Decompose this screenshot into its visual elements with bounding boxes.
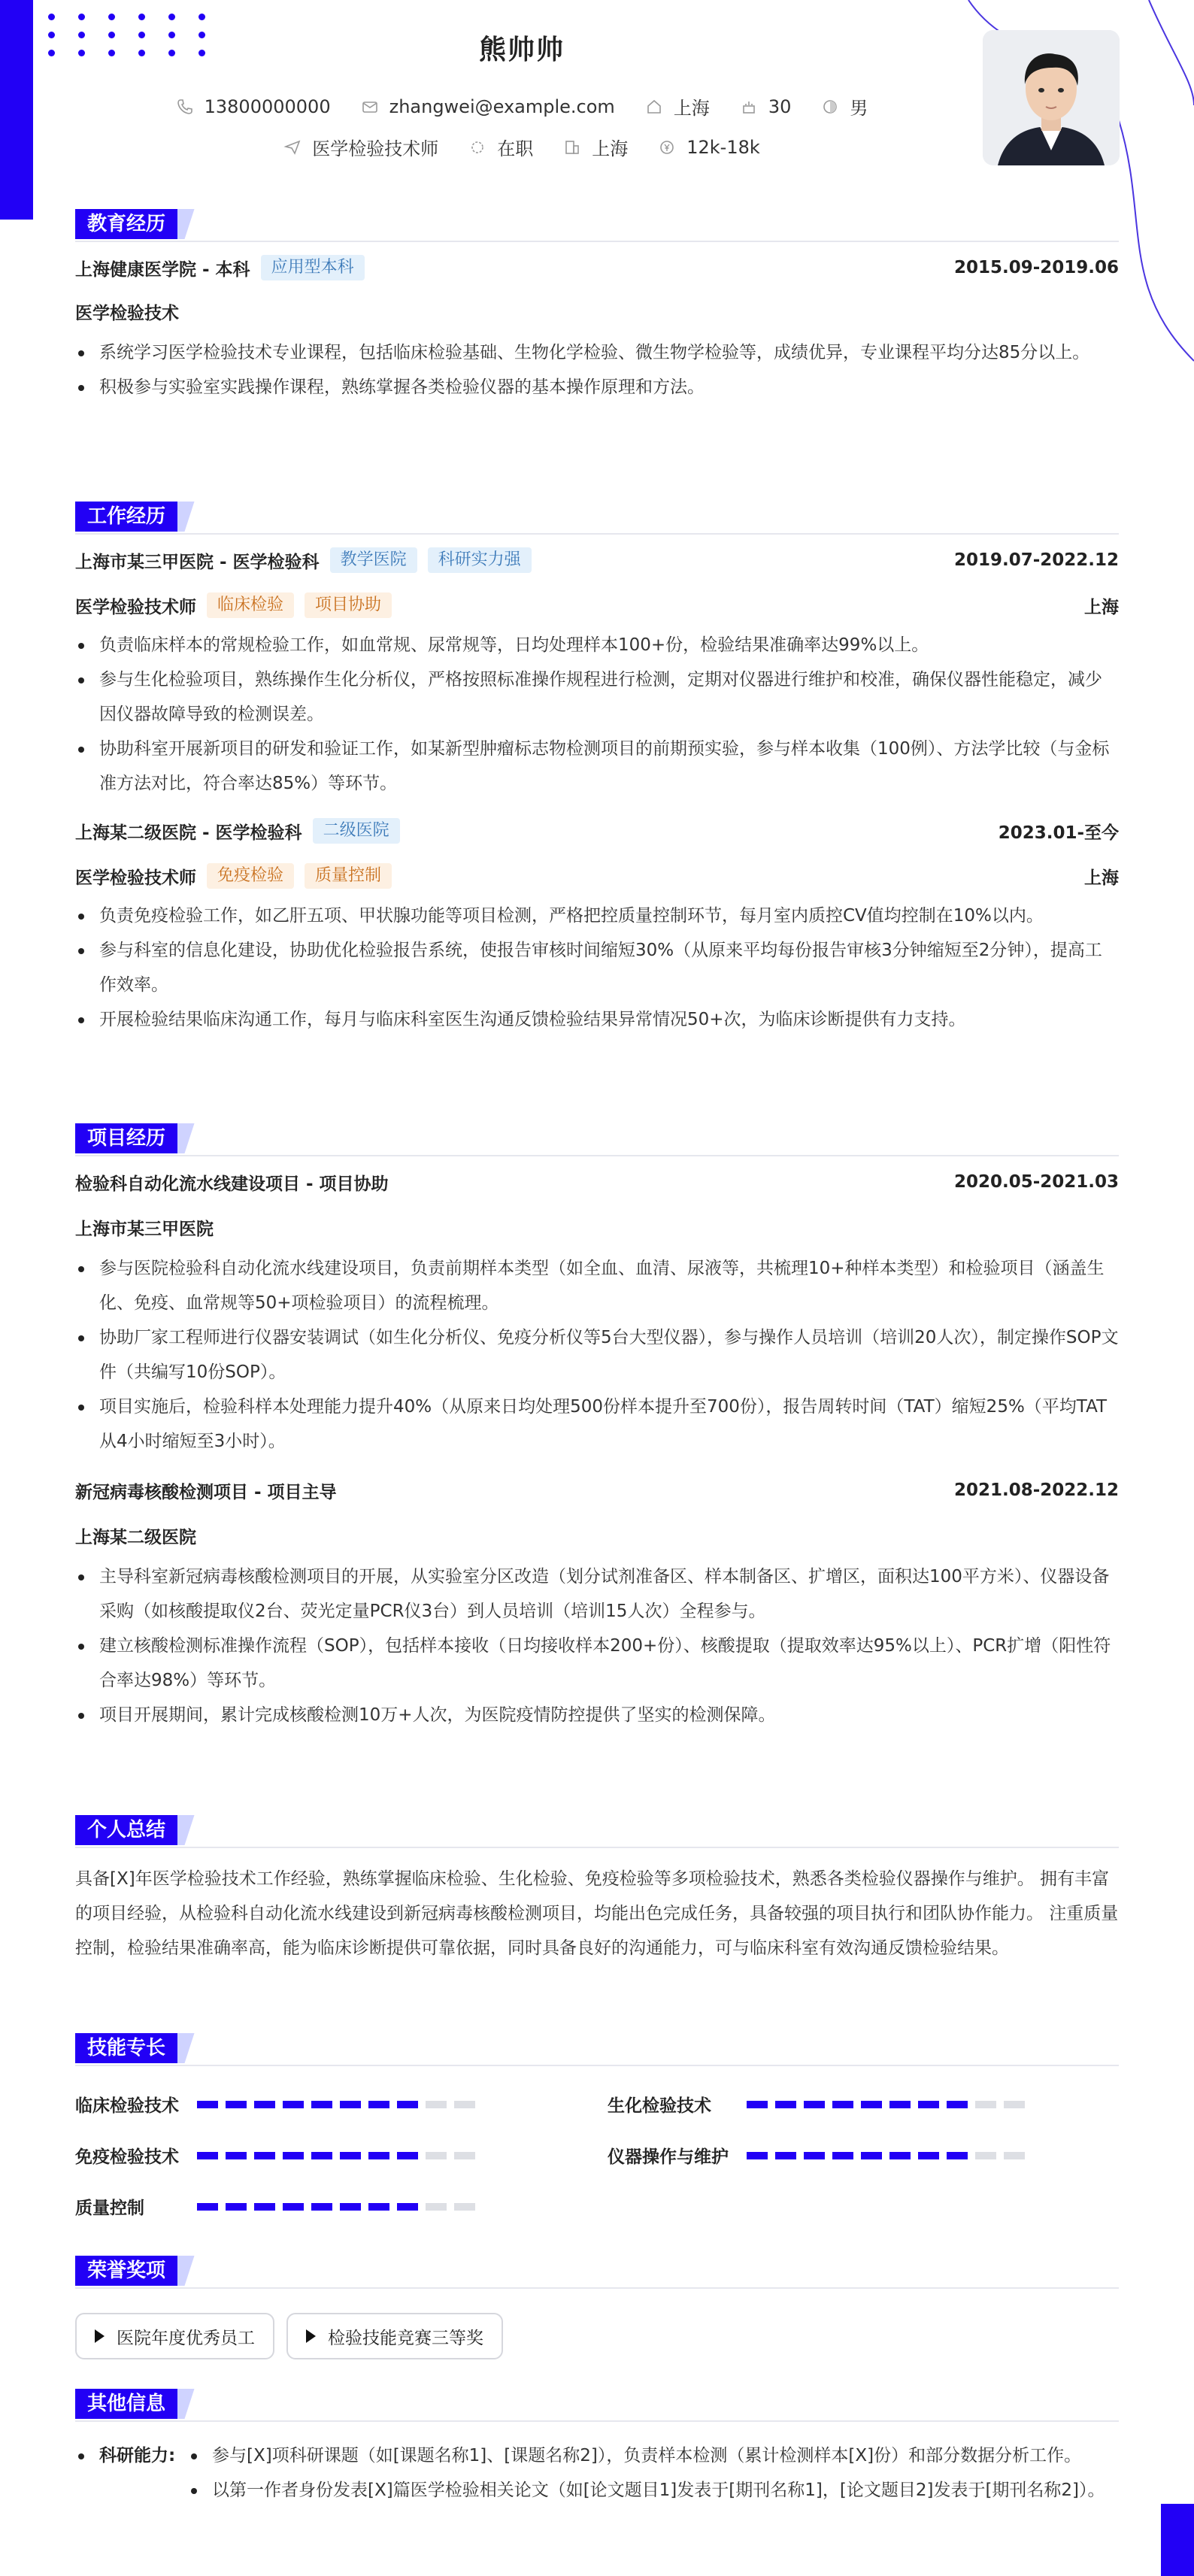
email-text: zhangwei@example.com: [389, 95, 615, 117]
skill-level-segment: [804, 2152, 825, 2159]
work-entry-head: [75, 816, 1119, 846]
candidate-name: 熊帅帅: [478, 35, 565, 65]
research-bullets: [188, 2438, 1119, 2508]
skills-grid: [75, 2066, 1119, 2217]
skill-level-segment: [889, 2101, 911, 2108]
skill-level-segment: [1004, 2152, 1025, 2159]
project-org: 上海某二级医院: [75, 1527, 196, 1547]
award-chip: [75, 2313, 274, 2359]
skill-label: 免疫检验技术: [75, 2147, 179, 2167]
skill-level-segment: [861, 2101, 882, 2108]
skill-level-segment: [197, 2152, 218, 2159]
list-item: 开展检验结果临床沟通工作，每月与临床科室医生沟通反馈检验结果异常情况50+次，为临床诊断提供有力支持。: [75, 1002, 1119, 1037]
list-item: 主导科室新冠病毒核酸检测项目的开展，从实验室分区改造（划分试剂准备区、样本制备区、扩增区，面积达100平方米）、仪器设备采购（如核酸提取仪2台、荧光定量PCR仪3台）到人员培训（培训15人次）全程参与。: [75, 1559, 1119, 1629]
skill-level-bar: [197, 2152, 475, 2159]
job-title-item: [283, 134, 438, 160]
phone-icon: [176, 98, 194, 116]
list-item: 项目实施后，检验科样本处理能力提升40%（从原来日均处理500份样本提升至700份），报告周转时间（TAT）缩短25%（平均TAT从4小时缩短至3小时）。: [75, 1390, 1119, 1459]
mail-icon: [361, 98, 379, 116]
skill-level-segment: [283, 2101, 304, 2108]
org-badge: 科研实力强: [428, 547, 532, 573]
project-org-line: [75, 1520, 1119, 1550]
role-badge: 质量控制: [305, 863, 392, 889]
skills-section: [75, 2033, 1119, 2217]
education-bullets: [75, 335, 1119, 405]
play-icon: [306, 2329, 316, 2343]
skill-level-segment: [861, 2152, 882, 2159]
city-item: [645, 93, 710, 120]
yuan-icon: [658, 138, 676, 156]
skill-level-segment: [747, 2101, 768, 2108]
work-date: 2023.01-至今: [998, 823, 1119, 843]
skill-level-segment: [283, 2203, 304, 2211]
skill-level-segment: [368, 2101, 389, 2108]
section-title: [75, 209, 1119, 242]
skill-level-segment: [368, 2203, 389, 2211]
skill-level-segment: [311, 2203, 332, 2211]
school-name: 上海健康医学院 - 本科: [75, 259, 250, 280]
work-section: [75, 502, 1119, 1037]
skill-level-segment: [832, 2152, 853, 2159]
skill-level-segment: [918, 2152, 939, 2159]
award-label: 检验技能竞赛三等奖: [328, 2328, 483, 2348]
gender-text: 男: [850, 98, 868, 119]
project-name: 检验科自动化流水线建设项目 - 项目协助: [75, 1174, 389, 1194]
skill-level-bar: [197, 2101, 475, 2108]
work-location: 上海: [1084, 597, 1119, 617]
summary-section: [75, 1815, 1119, 1965]
skill-level-segment: [226, 2203, 247, 2211]
skill-level-segment: [397, 2152, 418, 2159]
skill-level-segment: [426, 2203, 447, 2211]
skill-level-segment: [397, 2203, 418, 2211]
section-title-text: 个人总结: [75, 1815, 177, 1845]
skill-level-segment: [226, 2101, 247, 2108]
list-item: 积极参与实验室实践操作课程，熟练掌握各类检验仪器的基本操作原理和方法。: [75, 370, 1119, 405]
awards-section: [75, 2256, 1119, 2359]
skill-level-segment: [426, 2101, 447, 2108]
section-title-text: 其他信息: [75, 2389, 177, 2419]
skill-level-segment: [454, 2152, 475, 2159]
role-badge: 免疫检验: [207, 863, 294, 889]
job-title-text: 医学检验技术师: [312, 138, 439, 159]
section-title: [75, 2389, 1119, 2422]
decorative-left-bar: [0, 0, 33, 220]
avatar: [983, 30, 1120, 165]
skill-level-segment: [775, 2101, 796, 2108]
skill-level-segment: [947, 2152, 968, 2159]
skill-level-bar: [747, 2152, 1025, 2159]
list-item: 以第一作者身份发表[X]篇医学检验相关论文（如[论文题目1]发表于[期刊名称1]，[论文题目2]发表于[期刊名称2]）。: [188, 2473, 1119, 2508]
skill-label: 仪器操作与维护: [608, 2147, 729, 2167]
status-text: 在职: [497, 138, 534, 159]
section-title: [75, 2033, 1119, 2066]
phone-item: [176, 96, 331, 117]
section-title-text: 工作经历: [75, 502, 177, 532]
major-line: [75, 296, 1119, 326]
skill-label: 质量控制: [75, 2199, 144, 2218]
role-name: 医学检验技术师: [75, 597, 196, 617]
project-date: 2021.08-2022.12: [953, 1480, 1119, 1500]
org-badge: 教学医院: [330, 547, 417, 573]
skill-level-segment: [254, 2203, 275, 2211]
summary-text: 具备[X]年医学检验技术工作经验，熟练掌握临床检验、生化检验、免疫检验等多项检验技术，熟悉各类检验仪器操作与维护。 拥有丰富的项目经验，从检验科自动化流水线建设到新冠病毒核酸检测项目，均能出色完成任务，具备较强的项目执行和团队协作能力。 注重质量控制，检验结果准确率高，能为临床诊断提供可靠依据，同时具备良好的沟通能力，可与临床科室有效沟通反馈检验结果。: [75, 1869, 1119, 1958]
skill-level-segment: [368, 2152, 389, 2159]
skill-level-segment: [454, 2101, 475, 2108]
project-name: 新冠病毒核酸检测项目 - 项目主导: [75, 1482, 337, 1502]
section-title: [75, 1815, 1119, 1848]
skill-level-bar: [197, 2203, 475, 2211]
school-badge: 应用型本科: [261, 255, 365, 280]
section-title: [75, 1123, 1119, 1156]
skill-level-segment: [311, 2152, 332, 2159]
skill-level-segment: [975, 2101, 996, 2108]
skill-item: [75, 2092, 475, 2117]
project-entry-head: [75, 1475, 1119, 1505]
role-name: 医学检验技术师: [75, 868, 196, 888]
work-org: 上海某二级医院 - 医学检验科: [75, 823, 302, 843]
play-icon: [95, 2329, 105, 2343]
skill-level-bar: [747, 2101, 1025, 2108]
list-item: 协助科室开展新项目的研发和验证工作，如某新型肿瘤标志物检测项目的前期预实验，参与样本收集（100例）、方法学比较（与金标准方法对比，符合率达85%）等环节。: [75, 732, 1119, 801]
other-row: [75, 2438, 1119, 2508]
role-badge: 临床检验: [207, 592, 294, 618]
skill-level-segment: [1004, 2101, 1025, 2108]
work-location: 上海: [1084, 868, 1119, 888]
list-item: 参与生化检验项目，熟练操作生化分析仪，严格按照标准操作规程进行检测，定期对仪器进行维护和校准，确保仪器性能稳定，减少因仪器故障导致的检测误差。: [75, 662, 1119, 732]
work-org: 上海市某三甲医院 - 医学检验科: [75, 552, 320, 572]
work-city-text: 上海: [592, 138, 629, 159]
list-item: 项目开展期间，累计完成核酸检测10万+人次，为医院疫情防控提供了坚实的检测保障。: [75, 1698, 1119, 1732]
skill-item: [608, 2143, 1025, 2168]
skill-level-segment: [747, 2152, 768, 2159]
status-icon: [468, 138, 486, 156]
job-intent-row: [75, 134, 968, 160]
work-date: 2019.07-2022.12: [953, 550, 1119, 570]
city-text: 上海: [673, 98, 710, 119]
role-line: [75, 861, 1119, 891]
skill-level-segment: [918, 2101, 939, 2108]
skill-level-segment: [197, 2101, 218, 2108]
list-item: 参与[X]项科研课题（如[课题名称1]、[课题名称2]），负责样本检测（累计检测样本[X]份）和部分数据分析工作。: [188, 2438, 1119, 2473]
education-entry-head: [75, 253, 1119, 283]
education-section: [75, 209, 1119, 405]
major-name: 医学检验技术: [75, 303, 179, 323]
skill-level-segment: [340, 2203, 361, 2211]
gender-icon: [821, 98, 839, 116]
building-icon: [563, 138, 581, 156]
section-title-text: 项目经历: [75, 1123, 177, 1153]
send-icon: [283, 138, 302, 156]
home-icon: [645, 98, 663, 116]
role-badge: 项目协助: [305, 592, 392, 618]
skill-item: [75, 2143, 475, 2168]
decorative-bottom-block: [1161, 2504, 1194, 2576]
project-bullets: [75, 1251, 1119, 1459]
skill-level-segment: [340, 2152, 361, 2159]
award-chip: [286, 2313, 503, 2359]
skill-level-segment: [454, 2203, 475, 2211]
role-line: [75, 590, 1119, 620]
education-date: 2015.09-2019.06: [953, 258, 1119, 277]
work-city-item: [563, 134, 628, 160]
skill-level-segment: [397, 2101, 418, 2108]
section-title-text: 教育经历: [75, 209, 177, 239]
list-item: 参与医院检验科自动化流水线建设项目，负责前期样本类型（如全血、血清、尿液等，共梳理10+种样本类型）和检验项目（涵盖生化、免疫、血常规等50+项检验项目）的流程梳理。: [75, 1251, 1119, 1320]
salary-text: 12k-18k: [686, 136, 760, 158]
section-title: [75, 502, 1119, 535]
skill-level-segment: [197, 2203, 218, 2211]
other-section: [75, 2389, 1119, 2508]
skill-level-segment: [947, 2101, 968, 2108]
cake-icon: [740, 98, 758, 116]
skill-level-segment: [889, 2152, 911, 2159]
email-item: [361, 96, 615, 117]
skill-level-segment: [975, 2152, 996, 2159]
gender-item: [821, 93, 868, 120]
skill-level-segment: [311, 2101, 332, 2108]
work-bullets: [75, 899, 1119, 1037]
skill-level-segment: [254, 2152, 275, 2159]
skill-level-segment: [283, 2152, 304, 2159]
list-item: 协助厂家工程师进行仪器安装调试（如生化分析仪、免疫分析仪等5台大型仪器），参与操作人员培训（培训20人次），制定操作SOP文件（共编写10份SOP）。: [75, 1320, 1119, 1390]
project-org: 上海市某三甲医院: [75, 1219, 214, 1239]
work-entry-head: [75, 545, 1119, 575]
awards-list: [75, 2313, 1119, 2359]
status-item: [468, 134, 533, 160]
list-item: 参与科室的信息化建设，协助优化检验报告系统，使报告审核时间缩短30%（从原来平均每份报告审核3分钟缩短至2分钟），提高工作效率。: [75, 933, 1119, 1002]
project-entry-head: [75, 1167, 1119, 1197]
section-title-text: 荣誉奖项: [75, 2256, 177, 2286]
list-item: 系统学习医学检验技术专业课程，包括临床检验基础、生物化学检验、微生物学检验等，成绩优异，专业课程平均分达85分以上。: [75, 335, 1119, 370]
skill-label: 生化检验技术: [608, 2096, 711, 2116]
org-badge: 二级医院: [313, 818, 400, 844]
skill-level-segment: [226, 2152, 247, 2159]
skill-level-segment: [804, 2101, 825, 2108]
skill-level-segment: [426, 2152, 447, 2159]
contact-row: [75, 93, 968, 120]
work-bullets: [75, 628, 1119, 801]
list-item: 负责临床样本的常规检验工作，如血常规、尿常规等，日均处理样本100+份，检验结果准确率达99%以上。: [75, 628, 1119, 662]
projects-section: [75, 1123, 1119, 1732]
list-item: 建立核酸检测标准操作流程（SOP），包括样本接收（日均接收样本200+份）、核酸提取（提取效率达95%以上）、PCR扩增（阳性符合率达98%）等环节。: [75, 1629, 1119, 1698]
skill-level-segment: [775, 2152, 796, 2159]
age-text: 30: [768, 95, 792, 117]
phone-text: 13800000000: [204, 95, 331, 117]
section-title-text: 技能专长: [75, 2033, 177, 2063]
skill-level-segment: [340, 2101, 361, 2108]
project-bullets: [75, 1559, 1119, 1732]
list-item: 负责免疫检验工作，如乙肝五项、甲状腺功能等项目检测，严格把控质量控制环节，每月室内质控CV值均控制在10%以内。: [75, 899, 1119, 933]
research-label: 科研能力:: [75, 2438, 188, 2508]
project-date: 2020.05-2021.03: [953, 1172, 1119, 1192]
award-label: 医院年度优秀员工: [117, 2328, 255, 2348]
salary-item: [658, 137, 760, 158]
skill-level-segment: [832, 2101, 853, 2108]
skill-label: 临床检验技术: [75, 2096, 179, 2116]
skill-item: [608, 2092, 1025, 2117]
skill-level-segment: [254, 2101, 275, 2108]
project-org-line: [75, 1212, 1119, 1242]
skill-item: [75, 2194, 475, 2219]
age-item: [740, 96, 792, 117]
section-title: [75, 2256, 1119, 2289]
